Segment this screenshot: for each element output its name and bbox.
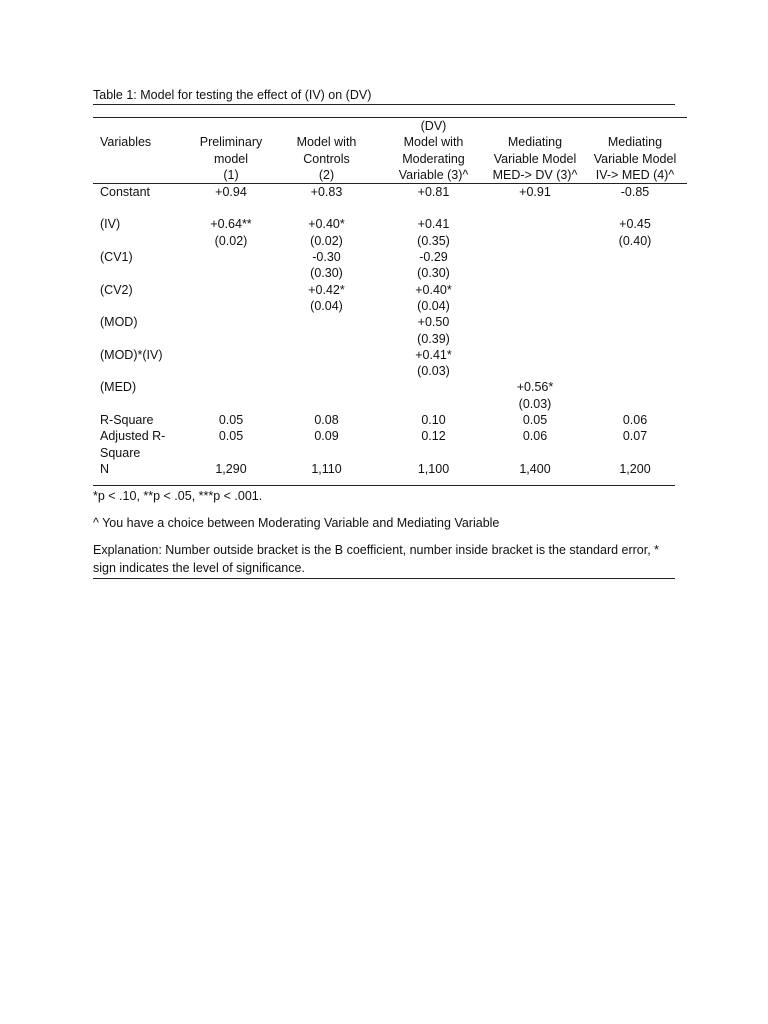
- table-row: [93, 461, 687, 477]
- coefficient-value: -0.29: [419, 250, 448, 265]
- standard-error-value: (0.02): [214, 233, 248, 248]
- choice-note: ^ You have a choice between Moderating Variable and Mediating Variable: [93, 516, 500, 531]
- row-label: (CV2): [100, 282, 133, 297]
- row-label: Constant: [100, 185, 151, 200]
- coefficient-value: 0.05: [522, 413, 548, 428]
- table-cell: [583, 314, 687, 347]
- column-header-1: [189, 134, 273, 183]
- standard-error-value: (0.30): [417, 266, 450, 281]
- table-cell: [273, 282, 380, 315]
- row-label: R-Square: [100, 413, 154, 428]
- table-cell: [583, 428, 687, 461]
- column-header-line: IV-> MED (4)^: [595, 167, 675, 182]
- table-cell: [487, 428, 583, 461]
- standard-error-value: (0.30): [310, 266, 343, 281]
- table-cell: [583, 200, 687, 249]
- coefficient-value: +0.41: [417, 217, 450, 232]
- table-cell: [273, 347, 380, 380]
- table-cell: [487, 200, 583, 249]
- column-header-line: Variable Model: [493, 151, 577, 166]
- column-header-line: Mediating: [607, 135, 663, 150]
- column-header-line: Preliminary: [199, 135, 263, 150]
- table-cell: [380, 347, 487, 380]
- coefficient-value: 0.05: [218, 429, 244, 444]
- coefficient-value: 0.06: [622, 413, 648, 428]
- coefficient-value: 1,110: [311, 461, 342, 476]
- column-header-line: (1): [223, 167, 239, 182]
- table-cell: [273, 249, 380, 282]
- table-cell: [380, 249, 487, 282]
- table-row: [93, 249, 687, 282]
- table-cell: [273, 379, 380, 412]
- table-cell: [273, 200, 380, 249]
- coefficient-value: +0.94: [215, 185, 247, 200]
- coefficient-value: +0.40*: [415, 282, 452, 297]
- table-cell: [380, 379, 487, 412]
- column-header-line: Moderating: [402, 151, 465, 166]
- column-header-line: Variable (3)^: [398, 167, 469, 182]
- table-cell: [487, 347, 583, 380]
- coefficient-value: +0.91: [519, 185, 551, 200]
- table-cell: [487, 379, 583, 412]
- column-header-5: [583, 134, 687, 183]
- coefficient-value: 0.06: [522, 429, 548, 444]
- table-cell: [189, 282, 273, 315]
- table-cell: [189, 412, 273, 428]
- table-row: [93, 200, 687, 249]
- variables-header: Variables: [93, 134, 189, 183]
- table-row: [93, 314, 687, 347]
- coefficient-value: +0.40*: [308, 217, 345, 232]
- table-cell: [583, 461, 687, 477]
- table-cell: [189, 200, 273, 249]
- standard-error-value: (0.03): [518, 396, 552, 411]
- table-cell: [189, 184, 273, 201]
- regression-table: [93, 118, 687, 485]
- column-header-line: Controls: [303, 151, 350, 166]
- table-cell: [380, 184, 487, 201]
- table-cell: [487, 184, 583, 201]
- row-label: (CV1): [100, 250, 133, 265]
- coefficient-value: 1,200: [619, 461, 651, 476]
- table-cell: [273, 428, 380, 461]
- table-cell: [189, 347, 273, 380]
- column-header-2: [273, 134, 380, 183]
- table-cell: [273, 314, 380, 347]
- table-cell: [273, 184, 380, 201]
- column-header-row: [93, 134, 687, 183]
- table-row: [93, 184, 687, 201]
- table-cell: [487, 282, 583, 315]
- standard-error-value: (0.02): [310, 233, 343, 248]
- table-cell: [487, 249, 583, 282]
- table-cell: [189, 314, 273, 347]
- standard-error-value: (0.03): [417, 364, 450, 379]
- row-label-line: Square: [100, 445, 141, 460]
- document: [93, 86, 687, 579]
- coefficient-value: +0.45: [619, 217, 651, 232]
- table-cell: [583, 184, 687, 201]
- standard-error-value: (0.04): [417, 298, 450, 313]
- column-header-line: model: [213, 151, 249, 166]
- table-notes: [93, 485, 675, 579]
- coefficient-value: 1,100: [417, 461, 450, 476]
- column-header-line: MED-> DV (3)^: [492, 167, 578, 182]
- dv-header-row: [93, 118, 687, 134]
- table-cell: [380, 461, 487, 477]
- coefficient-value: +0.56*: [516, 380, 554, 395]
- table-cell: [273, 412, 380, 428]
- coefficient-value: 0.08: [314, 413, 339, 428]
- regression-table-container: [93, 117, 687, 485]
- coefficient-value: 0.12: [421, 429, 446, 444]
- table-cell: [487, 412, 583, 428]
- column-header-line: Variable Model: [593, 151, 677, 166]
- table-row: [93, 412, 687, 428]
- table-spacer-row: [93, 477, 687, 485]
- coefficient-value: 0.07: [622, 429, 648, 444]
- coefficient-value: +0.83: [310, 185, 343, 200]
- table-body: [93, 184, 687, 486]
- column-header-3: [380, 134, 487, 183]
- table-row: [93, 347, 687, 380]
- explanation-note: Explanation: Number outside bracket is the B coefficient, number inside bracket is the standard error, * sign indicates the level of significance.: [93, 541, 675, 579]
- column-header-4: [487, 134, 583, 183]
- coefficient-value: +0.50: [417, 315, 450, 330]
- coefficient-value: +0.64**: [210, 217, 252, 232]
- standard-error-value: (0.39): [417, 331, 450, 346]
- coefficient-value: +0.42*: [308, 282, 345, 297]
- table-cell: [583, 249, 687, 282]
- standard-error-value: (0.04): [310, 298, 343, 313]
- coefficient-value: +0.81: [417, 185, 450, 200]
- standard-error-value: (0.35): [417, 233, 450, 248]
- coefficient-value: 0.10: [421, 413, 446, 428]
- coefficient-value: 1,290: [215, 461, 247, 476]
- table-title: Table 1: Model for testing the effect of (IV) on (DV): [93, 86, 675, 105]
- table-cell: [189, 379, 273, 412]
- table-cell: [380, 200, 487, 249]
- table-row: [93, 379, 687, 412]
- row-label: (MOD)*(IV): [100, 347, 163, 362]
- table-cell: [380, 412, 487, 428]
- table-cell: [380, 314, 487, 347]
- coefficient-value: +0.41*: [415, 347, 452, 362]
- table-cell: [380, 428, 487, 461]
- table-cell: [583, 412, 687, 428]
- column-header-line: (2): [318, 167, 335, 182]
- row-label: (MED): [100, 380, 137, 395]
- coefficient-value: -0.30: [312, 250, 341, 265]
- table-cell: [273, 461, 380, 477]
- table-cell: [189, 428, 273, 461]
- row-label: (IV): [100, 217, 121, 232]
- table-row: [93, 428, 687, 461]
- column-header-line: Mediating: [507, 135, 563, 150]
- significance-note: *p < .10, **p < .05, ***p < .001.: [93, 489, 263, 504]
- table-cell: [189, 461, 273, 477]
- column-header-line: Model with: [403, 135, 464, 150]
- table-cell: [487, 461, 583, 477]
- table-cell: [189, 249, 273, 282]
- table-cell: [583, 282, 687, 315]
- coefficient-value: 1,400: [519, 461, 551, 476]
- coefficient-value: -0.85: [620, 185, 650, 200]
- table-row: [93, 282, 687, 315]
- row-label-line: Adjusted R-: [100, 429, 166, 444]
- standard-error-value: (0.40): [618, 233, 652, 248]
- dv-label: (DV): [420, 119, 447, 133]
- table-cell: [583, 379, 687, 412]
- row-label: [93, 428, 189, 461]
- row-label: N: [100, 461, 110, 476]
- table-cell: [583, 347, 687, 380]
- coefficient-value: 0.09: [314, 429, 339, 444]
- table-cell: [487, 314, 583, 347]
- row-label: (MOD): [100, 315, 138, 330]
- table-cell: [380, 282, 487, 315]
- column-header-line: Model with: [296, 135, 357, 150]
- coefficient-value: 0.05: [218, 413, 244, 428]
